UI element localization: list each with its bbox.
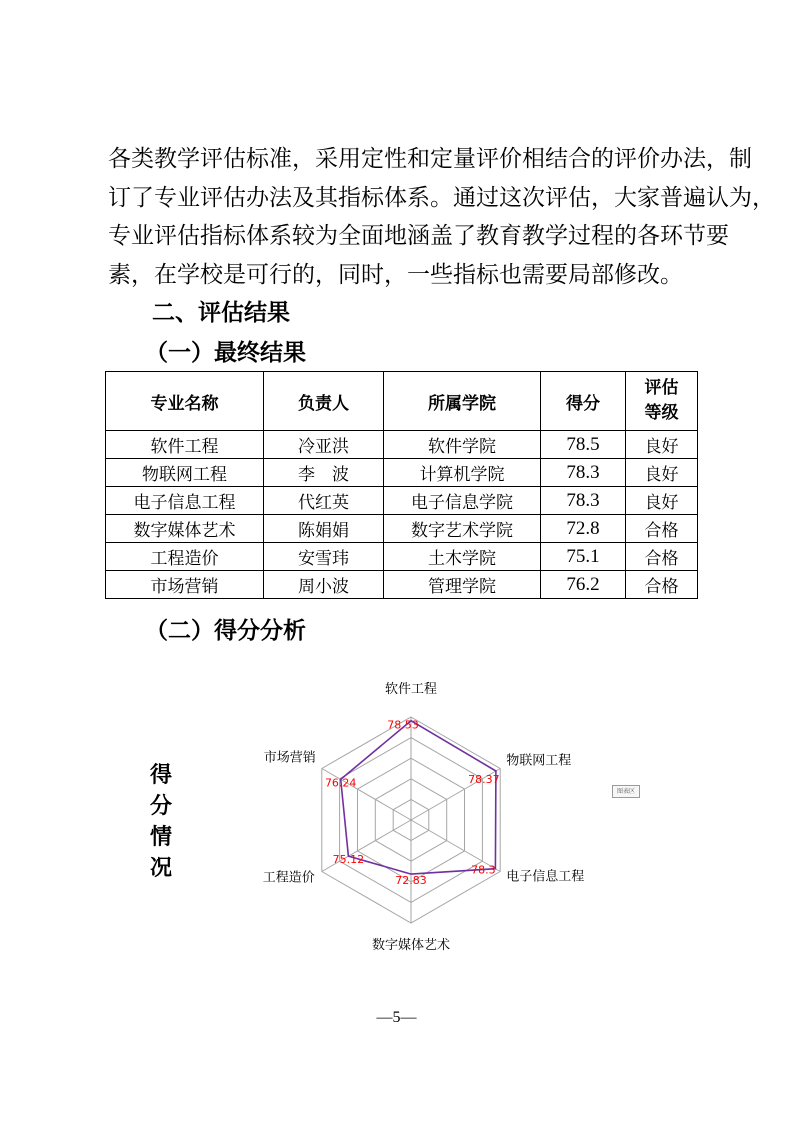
- side-title-char: 得: [149, 763, 172, 788]
- cell-major: 软件工程: [106, 431, 264, 459]
- chart-area-badge: 图表区: [612, 785, 640, 798]
- cell-grade: 合格: [626, 543, 698, 571]
- cell-owner: 陈娟娟: [264, 515, 384, 543]
- radar-category-label: 物联网工程: [506, 753, 572, 769]
- side-title-char: 情: [149, 825, 172, 850]
- cell-grade: 合格: [626, 515, 698, 543]
- subsection-final-results: （一）最终结果: [145, 339, 306, 366]
- cell-score: 75.1: [541, 543, 626, 571]
- cell-score: 78.5: [541, 431, 626, 459]
- radar-data-label: 72.83: [395, 874, 427, 888]
- cell-owner: 冷亚洪: [264, 431, 384, 459]
- section-heading: 二、评估结果: [152, 300, 290, 326]
- radar-category-label: 电子信息工程: [506, 869, 585, 885]
- cell-owner: 代红英: [264, 487, 384, 515]
- cell-college: 数字艺术学院: [384, 515, 541, 543]
- cell-college: 土木学院: [384, 543, 541, 571]
- cell-major: 市场营销: [106, 571, 264, 599]
- cell-college: 软件学院: [384, 431, 541, 459]
- paragraph-line: 专业评估指标体系较为全面地涵盖了教育教学过程的各环节要: [108, 223, 729, 249]
- cell-major: 工程造价: [106, 543, 264, 571]
- cell-college: 电子信息学院: [384, 487, 541, 515]
- col-header-grade-line2: 等级: [644, 403, 679, 423]
- col-header-score: 得分: [541, 372, 626, 431]
- paragraph-line: 素，在学校是可行的，同时，一些指标也需要局部修改。: [108, 261, 683, 288]
- radar-category-label: 软件工程: [384, 682, 438, 697]
- subsection-score-analysis: （二）得分分析: [145, 617, 306, 644]
- side-title-char: 况: [149, 856, 172, 881]
- radar-data-label: 78.3: [471, 863, 496, 877]
- cell-major: 电子信息工程: [106, 487, 264, 515]
- cell-major: 物联网工程: [106, 459, 264, 487]
- cell-college: 管理学院: [384, 571, 541, 599]
- radar-category-label: 市场营销: [263, 750, 316, 766]
- cell-grade: 良好: [626, 487, 698, 515]
- cell-college: 计算机学院: [384, 459, 541, 487]
- radar-category-label: 工程造价: [262, 870, 315, 886]
- cell-grade: 良好: [626, 431, 698, 459]
- cell-grade: 良好: [626, 459, 698, 487]
- col-header-college: 所属学院: [384, 372, 541, 431]
- cell-major: 数字媒体艺术: [106, 515, 264, 543]
- col-header-major: 专业名称: [106, 372, 264, 431]
- cell-owner: 周小波: [264, 571, 384, 599]
- radar-data-label: 78.37: [468, 773, 500, 786]
- page-number: —5—: [376, 1009, 417, 1026]
- cell-owner: 安雪玮: [264, 543, 384, 571]
- radar-data-label: 78.53: [387, 718, 419, 732]
- cell-owner: 李 波: [264, 459, 384, 487]
- paragraph-line: 订了专业评估办法及其指标体系。通过这次评估，大家普遍认为，: [108, 184, 775, 211]
- cell-score: 76.2: [541, 571, 626, 599]
- radar-data-label: 75.12: [332, 853, 365, 867]
- cell-score: 78.3: [541, 459, 626, 487]
- cell-score: 78.3: [541, 487, 626, 515]
- side-title-char: 分: [149, 794, 172, 819]
- radar-data-label: 76.24: [324, 776, 357, 790]
- cell-grade: 合格: [626, 571, 698, 599]
- cell-score: 72.8: [541, 515, 626, 543]
- radar-category-label: 数字媒体艺术: [371, 938, 451, 953]
- col-header-owner: 负责人: [264, 372, 384, 431]
- paragraph-line: 各类教学评估标准，采用定性和定量评价相结合的评价办法，制: [108, 146, 752, 172]
- col-header-grade-line1: 评估: [644, 378, 679, 398]
